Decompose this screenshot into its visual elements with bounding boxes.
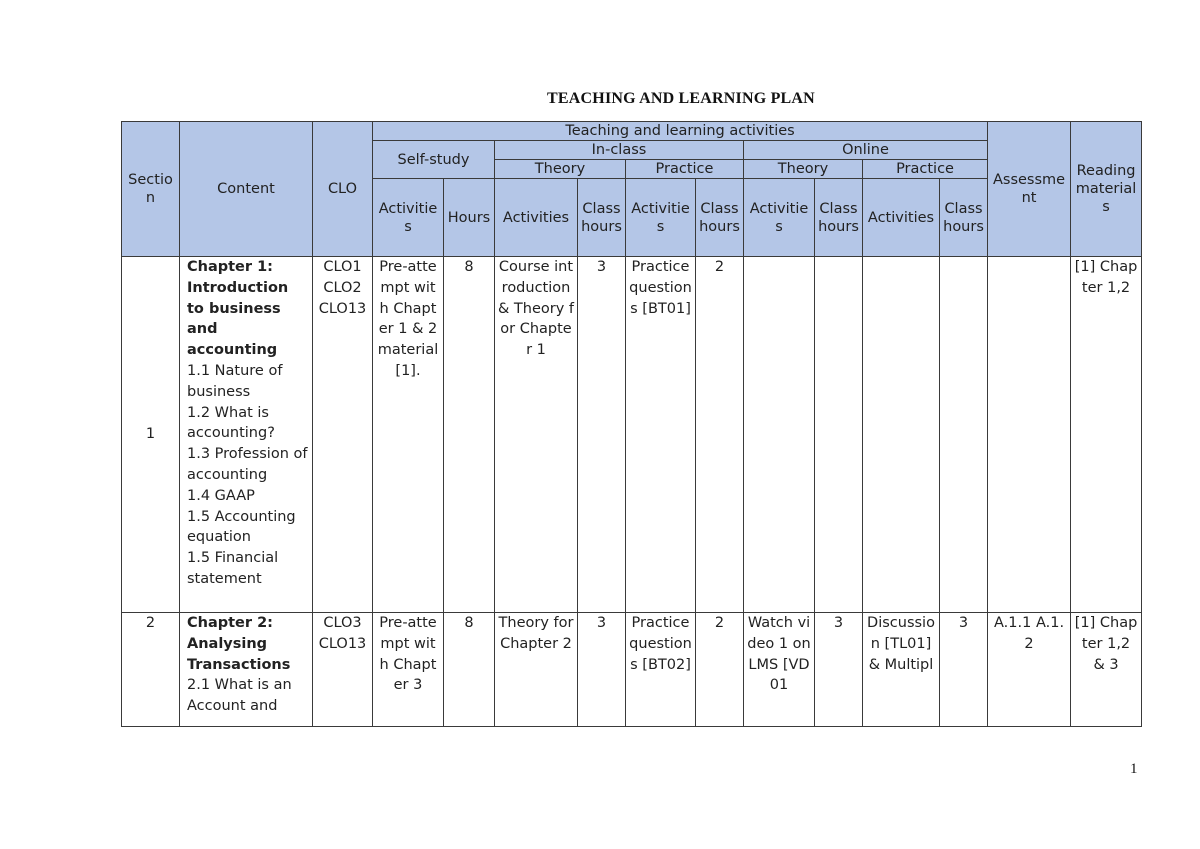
cell-on-theory-activities: [744, 257, 815, 613]
cell-on-theory-hours: [815, 257, 863, 613]
cell-ic-practice-activities: Practice questions [BT01]: [626, 257, 696, 613]
header-ic-theory-activities: Activities: [495, 179, 578, 257]
header-in-class: In-class: [495, 141, 744, 160]
content-line: 1.5 Accounting equation: [187, 508, 296, 546]
header-inclass-theory: Theory: [495, 160, 626, 179]
cell-content: [180, 257, 313, 613]
header-ic-practice-activities: Activities: [626, 179, 696, 257]
header-on-theory-activities: Activities: [744, 179, 815, 257]
header-on-theory-class-hours: Class hours: [815, 179, 863, 257]
chapter-title: Chapter 2: Analysing Transactions: [187, 615, 291, 673]
cell-ic-theory-activities: Theory for Chapter 2: [495, 613, 578, 727]
teaching-plan-table: [121, 121, 1142, 727]
header-assessment: Assessment: [988, 122, 1071, 257]
header-content: Content: [180, 122, 313, 257]
header-ic-practice-class-hours: Class hours: [696, 179, 744, 257]
header-inclass-practice: Practice: [626, 160, 744, 179]
cell-clo: CLO3 CLO13: [313, 613, 373, 727]
cell-clo: CLO1 CLO2 CLO13: [313, 257, 373, 613]
content-line: 2.1 What is an Account and: [187, 677, 292, 715]
content-line: 1.3 Profession of accounting: [187, 446, 308, 483]
cell-on-practice-activities: [863, 257, 940, 613]
cell-section: 1: [122, 257, 180, 613]
cell-on-practice-hours: 3: [940, 613, 988, 727]
cell-on-practice-hours: [940, 257, 988, 613]
cell-section: 2: [122, 613, 180, 727]
cell-ic-theory-hours: 3: [578, 613, 626, 727]
cell-content: [180, 613, 313, 727]
content-line: 1.4 GAAP: [187, 487, 255, 504]
page-title: TEACHING AND LEARNING PLAN: [547, 90, 815, 107]
header-clo: CLO: [313, 122, 373, 257]
header-on-practice-activities: Activities: [863, 179, 940, 257]
cell-ic-practice-activities: Practice questions [BT02]: [626, 613, 696, 727]
header-section: Section: [122, 122, 180, 257]
header-reading: Reading materials: [1071, 122, 1142, 257]
cell-self-hours: 8: [444, 257, 495, 613]
cell-self-activities: Pre-attempt with Chapter 3: [373, 613, 444, 727]
cell-ic-theory-hours: 3: [578, 257, 626, 613]
header-ic-theory-class-hours: Class hours: [578, 179, 626, 257]
header-activities-group: Teaching and learning activities: [373, 122, 988, 141]
header-online: Online: [744, 141, 988, 160]
cell-ic-practice-hours: 2: [696, 257, 744, 613]
cell-self-hours: 8: [444, 613, 495, 727]
cell-on-theory-activities: Watch video 1 on LMS [VD01: [744, 613, 815, 727]
cell-self-activities: Pre-attempt with Chapter 1 & 2 material [1].: [373, 257, 444, 613]
cell-on-practice-activities: Discussion [TL01] & Multipl: [863, 613, 940, 727]
cell-assessment: A.1.1 A.1.2: [988, 613, 1071, 727]
cell-ic-theory-activities: Course introduction & Theory for Chapter 1: [495, 257, 578, 613]
cell-reading: [1] Chapter 1,2: [1071, 257, 1142, 613]
cell-ic-practice-hours: 2: [696, 613, 744, 727]
header-self-hours: Hours: [444, 179, 495, 257]
page-number: 1: [1130, 761, 1138, 777]
table-header: [122, 122, 1142, 257]
cell-reading: [1] Chapter 1,2 & 3: [1071, 613, 1142, 727]
cell-on-theory-hours: 3: [815, 613, 863, 727]
content-line: 1.5 Financial statement: [187, 550, 279, 587]
header-on-practice-class-hours: Class hours: [940, 179, 988, 257]
header-online-practice: Practice: [863, 160, 988, 179]
header-self-study: Self-study: [373, 141, 495, 179]
content-line: 1.2 What is accounting?: [187, 404, 275, 442]
table-row: [122, 613, 1142, 727]
header-online-theory: Theory: [744, 160, 863, 179]
table-row: [122, 257, 1142, 613]
chapter-title: Chapter 1: Introduction to business and accounting: [187, 259, 289, 359]
header-self-activities: Activities: [373, 179, 444, 257]
content-line: 1.1 Nature of business: [187, 362, 283, 400]
cell-assessment: [988, 257, 1071, 613]
